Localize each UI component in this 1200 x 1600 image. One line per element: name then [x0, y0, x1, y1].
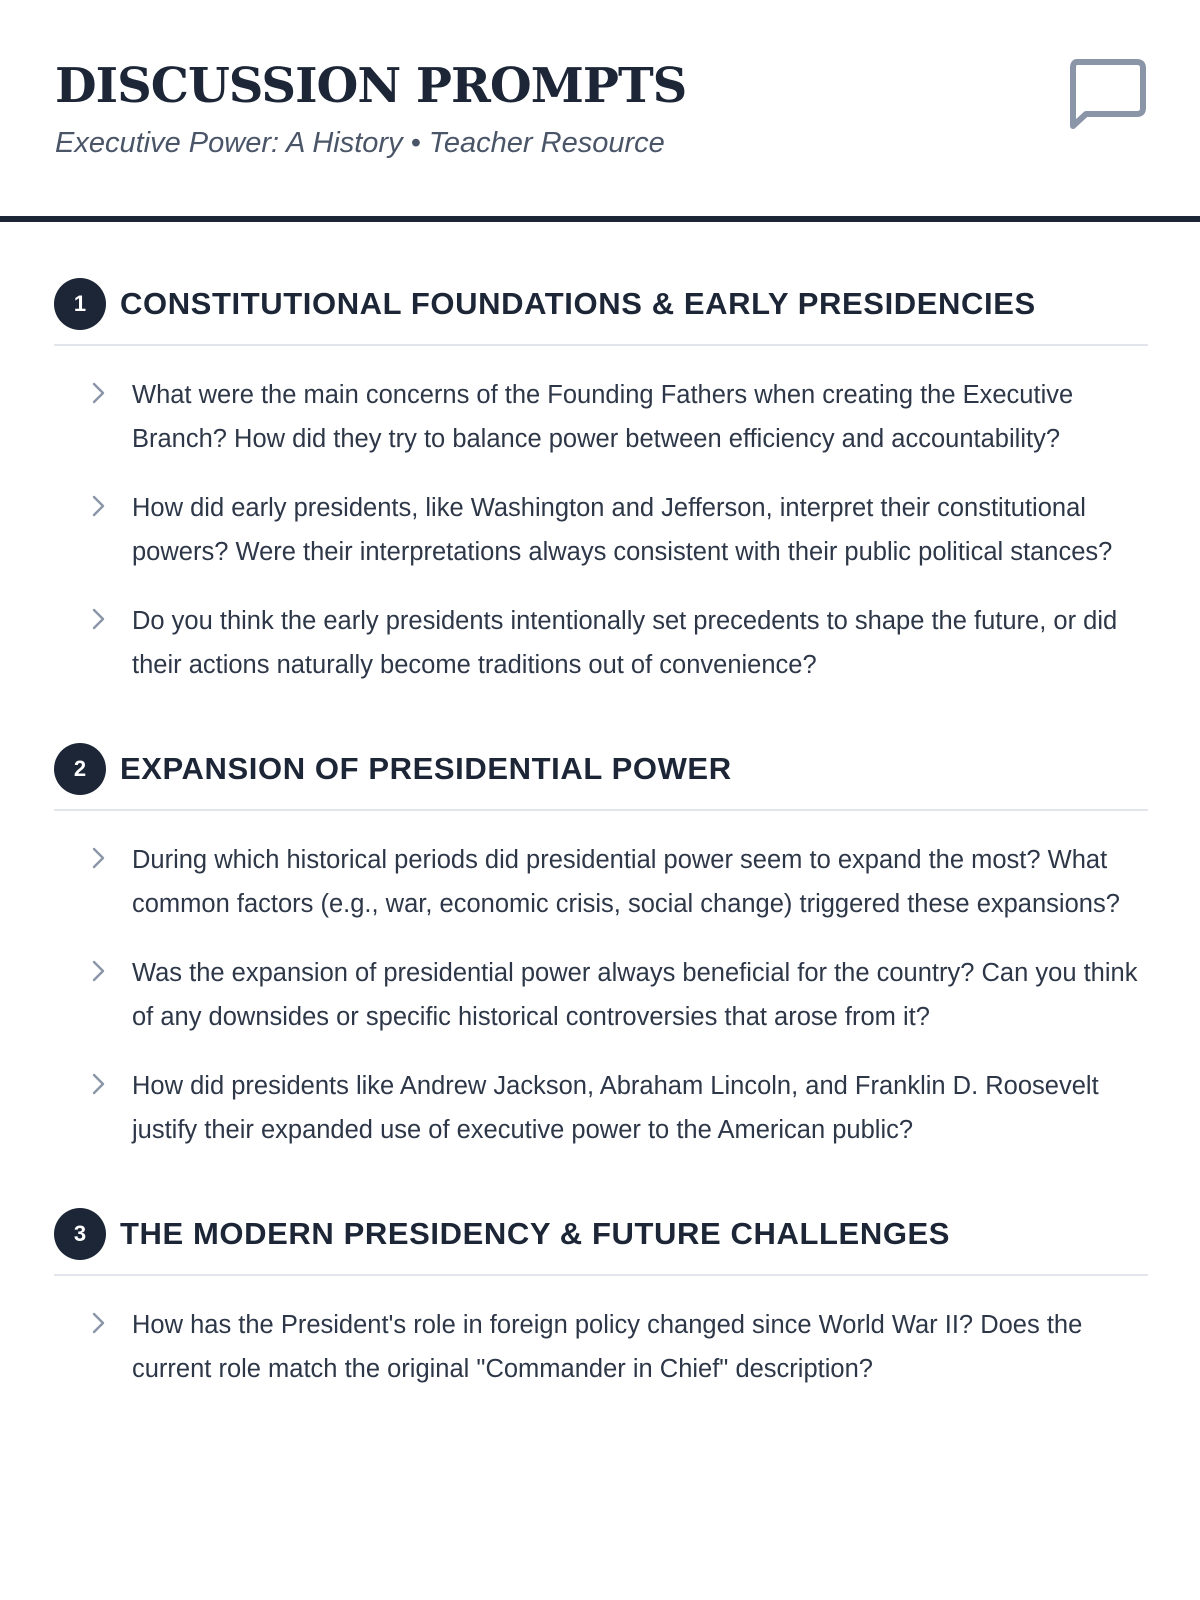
- page-title: DISCUSSION PROMPTS: [55, 58, 687, 114]
- section-expansion-of-power: [54, 743, 1148, 1152]
- prompt-list: [54, 839, 1148, 1152]
- section-title: CONSTITUTIONAL FOUNDATIONS & EARLY PRESIDENCIES: [120, 286, 1036, 321]
- page-header: [0, 0, 1200, 222]
- prompt-item[interactable]: [54, 839, 1148, 926]
- section-constitutional-foundations: [54, 278, 1148, 687]
- section-title: EXPANSION OF PRESIDENTIAL POWER: [120, 751, 732, 786]
- section-number-badge: 1: [54, 278, 106, 330]
- chevron-right-icon: [88, 956, 110, 986]
- section-title: THE MODERN PRESIDENCY & FUTURE CHALLENGES: [120, 1216, 951, 1251]
- prompt-text: During which historical periods did presidential power seem to expand the most? What common factors (e.g., war, economic crisis, social change) triggered these expansions?: [132, 846, 1120, 918]
- chevron-right-icon: [88, 378, 110, 408]
- section-number-badge: 3: [54, 1208, 106, 1260]
- prompt-item[interactable]: [54, 600, 1148, 687]
- prompt-list: [54, 374, 1148, 687]
- chevron-right-icon: [88, 491, 110, 521]
- section-header: [54, 1208, 1148, 1276]
- prompt-text: What were the main concerns of the Founding Fathers when creating the Executive Branch? How did they try to balance power between efficiency and accountability?: [132, 381, 1074, 453]
- page-subtitle: Executive Power: A History • Teacher Resource: [55, 127, 665, 159]
- prompt-text: Was the expansion of presidential power always beneficial for the country? Can you think of any downsides or specific historical controversies that arose from it?: [132, 959, 1138, 1031]
- prompt-item[interactable]: [54, 1304, 1148, 1391]
- section-number-badge: 2: [54, 743, 106, 795]
- section-header: [54, 743, 1148, 811]
- prompt-text: How did presidents like Andrew Jackson, Abraham Lincoln, and Franklin D. Roosevelt justify their expanded use of executive power to the American public?: [132, 1072, 1099, 1144]
- chevron-right-icon: [88, 843, 110, 873]
- prompt-text: How has the President's role in foreign policy changed since World War II? Does the current role match the original "Commander in Chief" description?: [132, 1311, 1083, 1383]
- chevron-right-icon: [88, 1069, 110, 1099]
- section-header: [54, 278, 1148, 346]
- chevron-right-icon: [88, 1308, 110, 1338]
- prompt-list: [54, 1304, 1148, 1391]
- section-modern-presidency: [54, 1208, 1148, 1391]
- prompt-item[interactable]: [54, 952, 1148, 1039]
- prompt-text: Do you think the early presidents intentionally set precedents to shape the future, or did their actions naturally become traditions out of convenience?: [132, 607, 1118, 679]
- prompt-text: How did early presidents, like Washington and Jefferson, interpret their constitutional powers? Were their interpretations always consistent with their public political stances?: [132, 494, 1113, 566]
- prompt-item[interactable]: [54, 487, 1148, 574]
- prompt-item[interactable]: [54, 374, 1148, 461]
- chevron-right-icon: [88, 604, 110, 634]
- prompt-item[interactable]: [54, 1065, 1148, 1152]
- speech-bubble-icon[interactable]: [1068, 58, 1146, 132]
- prompts-content: [54, 222, 1148, 1391]
